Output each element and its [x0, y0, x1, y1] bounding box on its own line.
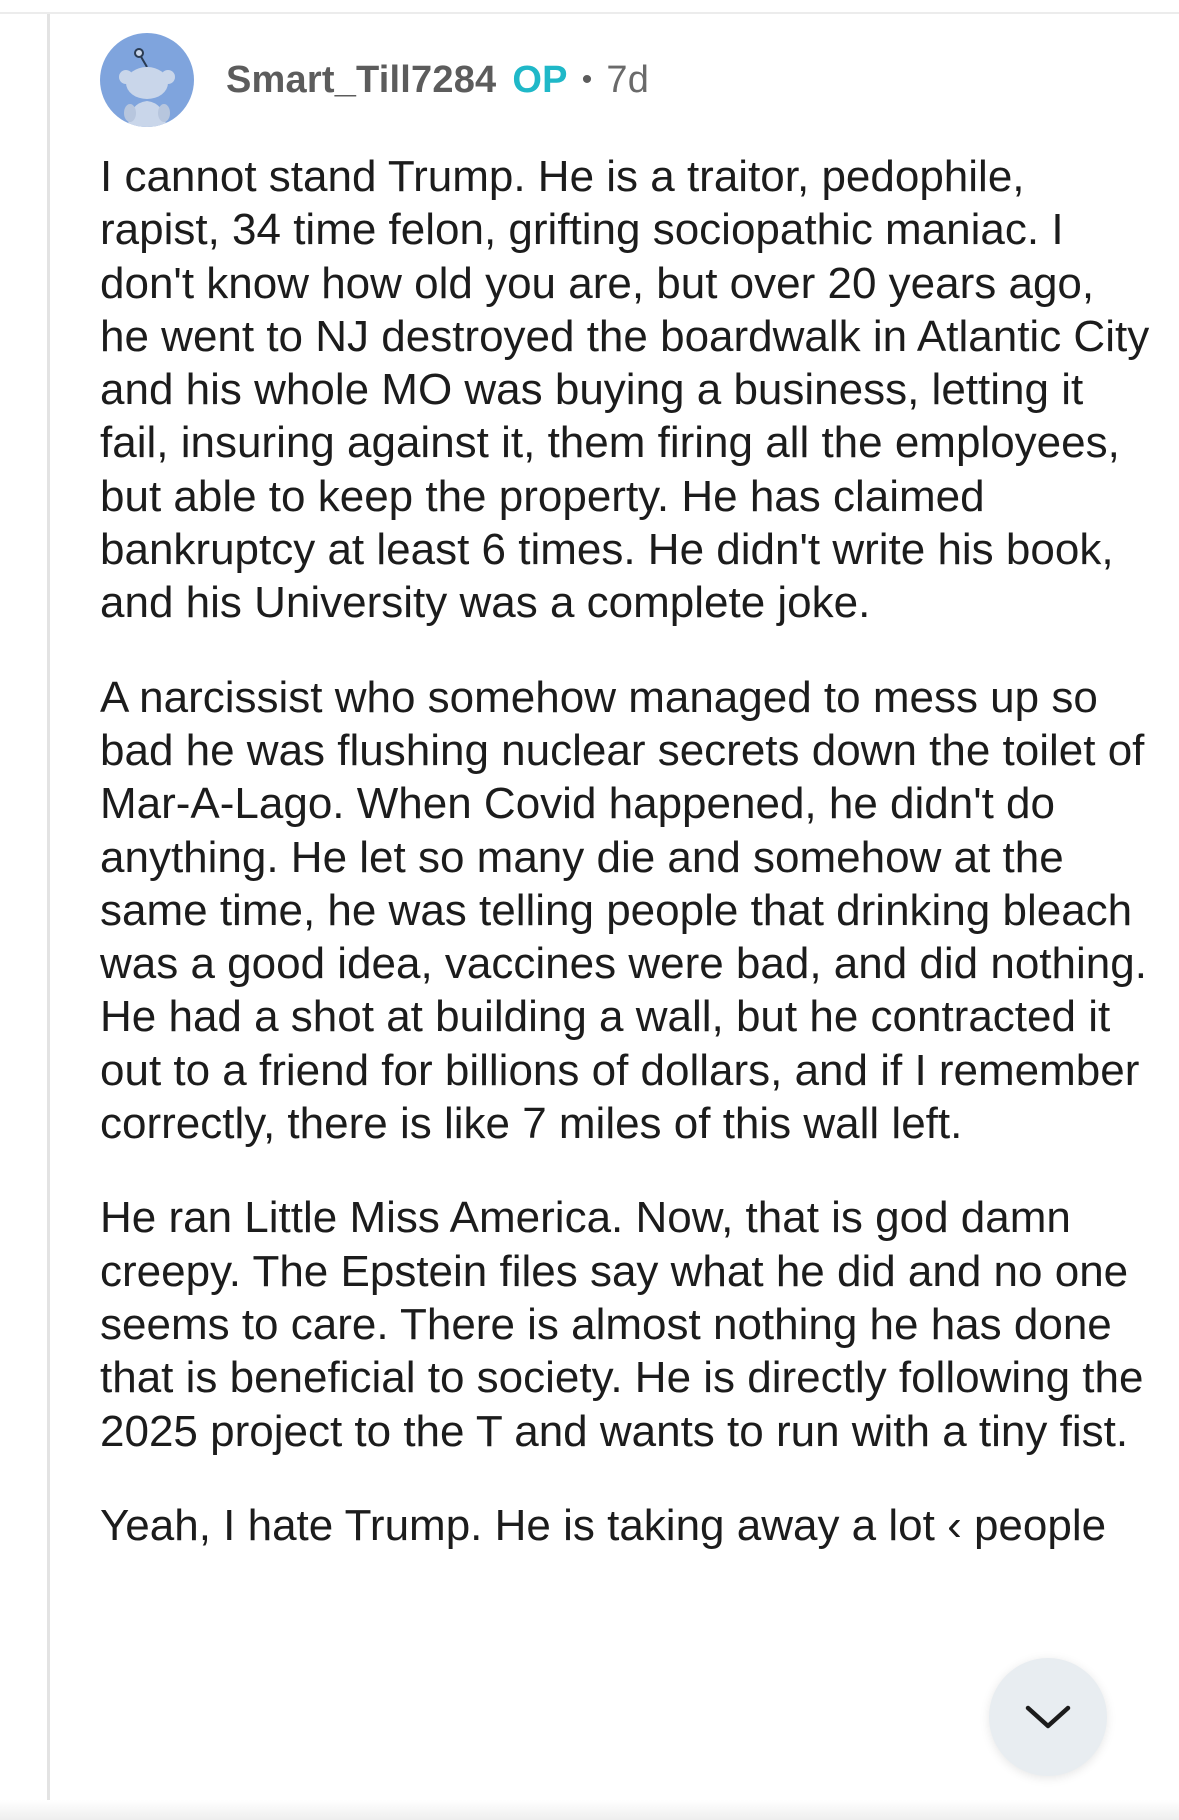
comment-paragraph: Yeah, I hate Trump. He is taking away a lot ‹ people — [100, 1500, 1107, 1550]
chevron-down-icon — [1024, 1702, 1072, 1732]
op-badge: OP — [512, 58, 568, 101]
snoo-avatar-icon[interactable] — [100, 33, 194, 127]
comment-body — [100, 150, 1150, 1593]
comment-meta — [226, 59, 649, 102]
thread-line[interactable] — [47, 14, 50, 1820]
bottom-edge — [0, 1800, 1179, 1820]
top-divider — [0, 12, 1179, 14]
separator-dot: • — [581, 63, 593, 96]
author-username[interactable]: Smart_Till7284 — [226, 58, 497, 101]
comment-paragraph: He ran Little Miss America. Now, that is god damn creepy. The Epstein files say what he did and no one seems to care. There is almost nothing he has done that is beneficial to society. He is directly following the 2025 project to the T and wants to run with a tiny fist. — [100, 1193, 1144, 1456]
comment-paragraph: A narcissist who somehow managed to mess up so bad he was flushing nuclear secrets down the toilet of Mar-A-Lago. When Covid happened, he didn't do anything. He let so many die and somehow at the same time, he was telling people that drinking bleach was a good idea, vaccines were bad, and did nothing. He had a shot at building a wall, but he contracted it out to a friend for billions of dollars, and if I remember correctly, there is like 7 miles of this wall left. — [100, 672, 1147, 1149]
comment-header — [100, 32, 649, 128]
comment-paragraph: I cannot stand Trump. He is a traitor, pedophile, rapist, 34 time felon, grifting sociopathic maniac. I don't know how old you are, but over 20 years ago, he went to NJ destroyed the boardwalk in Atlantic City and his whole MO was buying a business, letting it fail, insuring against it, them firing all the employees, but able to keep the property. He has claimed bankruptcy at least 6 times. He didn't write his book, and his University was a complete joke. — [100, 152, 1150, 628]
scroll-down-button[interactable] — [989, 1658, 1107, 1776]
comment-age: 7d — [606, 58, 650, 101]
